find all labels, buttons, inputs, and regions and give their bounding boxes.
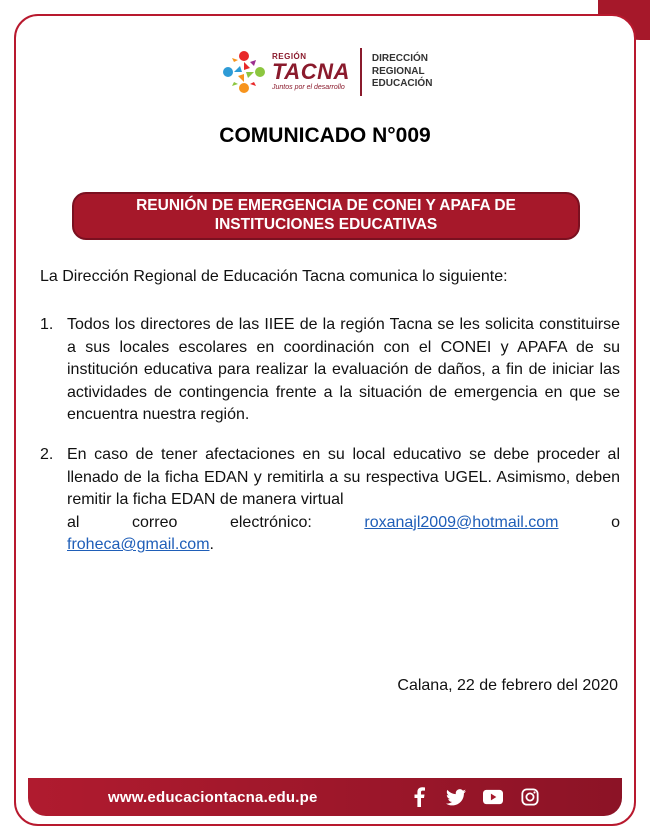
- email-line-2: [67, 534, 620, 557]
- dre-line: EDUCACIÓN: [371, 78, 433, 90]
- twitter-icon[interactable]: [446, 787, 466, 807]
- email-connector: o: [611, 513, 620, 531]
- header-logo: [220, 44, 432, 100]
- social-icons: [409, 787, 540, 807]
- banner-line: INSTITUCIONES EDUCATIVAS: [214, 216, 438, 233]
- list-item-number: 1.: [40, 316, 54, 333]
- instagram-icon[interactable]: [520, 787, 540, 807]
- list-item: [40, 314, 620, 427]
- page-title: COMUNICADO N°009: [219, 124, 431, 147]
- dre-line: DIRECCIÓN: [371, 53, 428, 65]
- website-link[interactable]: www.educaciontacna.edu.pe: [108, 788, 318, 806]
- youtube-icon[interactable]: [483, 787, 503, 807]
- email-link-hotmail[interactable]: roxanajl2009@hotmail.com: [364, 513, 559, 531]
- date-line: Calana, 22 de febrero del 2020: [397, 677, 618, 694]
- facebook-icon[interactable]: [409, 787, 429, 807]
- email-line-word: correo: [132, 513, 178, 531]
- logo-region-word: REGIÓN: [272, 52, 307, 61]
- dre-label: [372, 53, 433, 91]
- end-punctuation: .: [209, 536, 214, 553]
- logo-divider: [360, 48, 362, 96]
- footer-bar: [28, 778, 622, 816]
- list-item: [40, 444, 620, 557]
- dre-line: REGIONAL: [371, 65, 425, 77]
- email-line-word: electrónico:: [229, 513, 312, 531]
- logo-tagline: Juntos por el desarrollo: [272, 84, 345, 91]
- logo-tacna-word: TACNA: [272, 59, 350, 84]
- list-item-text: Todos los directores de las IIEE de la región Tacna se les solicita constituirse a sus locales escolares en coordinación con el CONEI y APAFA de su institución educativa para realizar la evaluación de daños, a fin de iniciar las actividades de contingencia frente a la situación de emergencia en que se encuentra nuestra región.: [67, 316, 620, 423]
- email-link-gmail[interactable]: froheca@gmail.com: [67, 536, 210, 553]
- email-line-word: al: [67, 513, 80, 531]
- subject-banner: [72, 192, 580, 240]
- list-item-number: 2.: [40, 446, 54, 463]
- email-line: [67, 512, 620, 535]
- list-item-text: En caso de tener afectaciones en su local educativo se debe proceder al llenado de la ficha EDAN y remitirla a su respectiva UGEL. Asimismo, deben remitir la ficha EDAN de manera virtual: [67, 446, 620, 508]
- region-tacna-logo-icon: [220, 48, 268, 96]
- intro-paragraph: La Dirección Regional de Educación Tacna comunica lo siguiente:: [40, 268, 508, 285]
- banner-line: REUNIÓN DE EMERGENCIA DE CONEI Y APAFA DE: [136, 197, 516, 215]
